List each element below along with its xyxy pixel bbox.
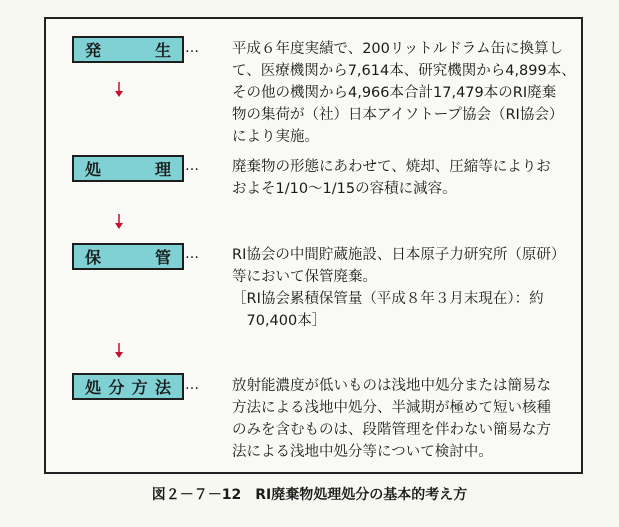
- stage-char: 方: [131, 378, 148, 397]
- stage-description: 放射能濃度が低いものは浅地中処分または簡易な 方法による浅地中処分、半減期が極めて短い核種 のみを含むものは、段階管理を伴わない簡易な方 法による浅地中処分等について検討中。: [232, 378, 551, 460]
- stage-description: RI協会の中間貯蔵施設、日本原子力研究所（原研） 等において保管廃棄。 ［RI協会累積保管量（平成８年３月末現在）：約 70,400本］: [232, 247, 566, 329]
- ellipsis: …: [185, 246, 200, 262]
- stage-char: 生: [154, 41, 171, 60]
- stage-char: 処: [85, 160, 102, 179]
- down-arrow-icon: [113, 343, 125, 359]
- stage-char: 処: [85, 378, 102, 397]
- down-arrow-icon: [113, 82, 125, 98]
- stage-box-hassei: [72, 36, 184, 63]
- ellipsis: …: [185, 158, 200, 174]
- stage-description: 廃棄物の形態にあわせて、焼却、圧縮等によりお およそ1/10～1/15の容積に減容。: [232, 159, 551, 197]
- stage-char: 分: [108, 378, 125, 397]
- stage-char: 発: [85, 41, 102, 60]
- stage-char: 法: [154, 378, 171, 397]
- stage-box-shori: [72, 155, 184, 182]
- ellipsis: …: [185, 377, 200, 393]
- stage-box-shobun-houhou: [72, 373, 184, 400]
- down-arrow-icon: [113, 214, 125, 230]
- stage-box-hokan: [72, 243, 184, 270]
- ellipsis: …: [185, 40, 200, 56]
- stage-char: 理: [154, 160, 171, 179]
- stage-description: 平成６年度実績で、200リットルドラム缶に換算し て、医療機関から7,614本、研究機関から4,899本、 その他の機関から4,966本合計17,479本のRI廃棄 物の集荷が（社）日本アイソトープ協会（RI協会） により実施。: [232, 41, 576, 145]
- figure-caption: 図２－７－12 RI廃棄物処理処分の基本的考え方: [151, 487, 468, 503]
- stage-char: 管: [154, 248, 171, 267]
- stage-char: 保: [85, 248, 102, 267]
